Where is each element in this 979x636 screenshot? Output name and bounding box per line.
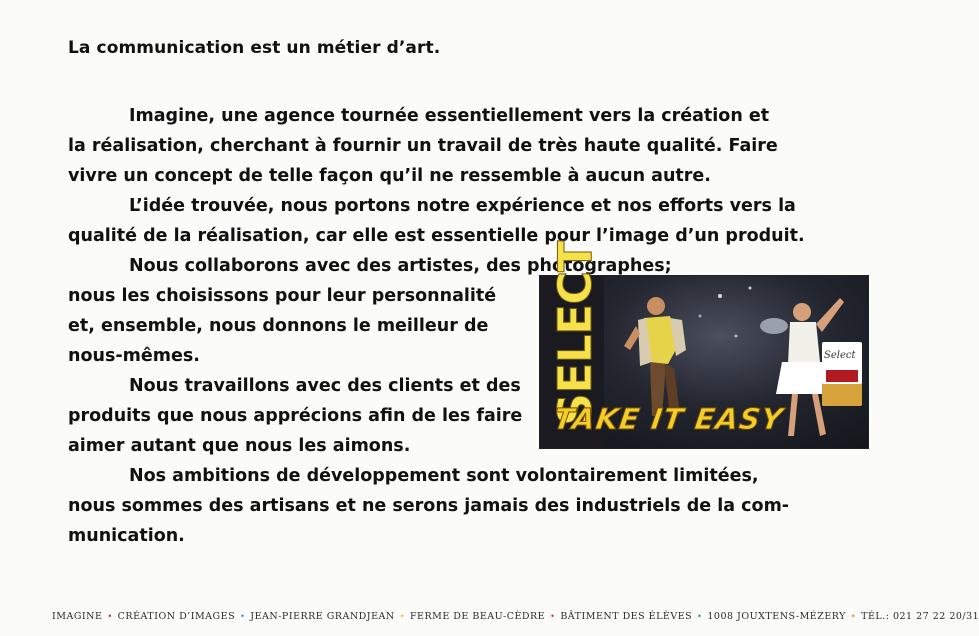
body-line: qualité de la réalisation, car elle est essentielle pour l’image d’un produit. (68, 226, 805, 246)
footer-item: TÉL.: 021 27 22 20/31 (861, 611, 979, 622)
body-line: Nos ambitions de développement sont volontairement limitées, (129, 466, 759, 486)
body-line: la réalisation, cherchant à fournir un travail de très haute qualité. Faire (68, 136, 778, 156)
footer-item: IMAGINE (52, 611, 103, 622)
body-line: Nous collaborons avec des artistes, des photographes; (129, 256, 672, 276)
body-line: L’idée trouvée, nous portons notre expérience et nos efforts vers la (129, 196, 796, 216)
body-line: nous sommes des artisans et ne serons jamais des industriels de la com- (68, 496, 790, 516)
pack-label: Select (824, 350, 856, 361)
footer-item: CRÉATION D’IMAGES (117, 611, 236, 622)
page-heading: La communication est un métier d’art. (68, 38, 441, 58)
footer-bullet: • (107, 612, 113, 621)
body-line: produits que nous apprécions afin de les faire (68, 406, 523, 426)
pack-band (826, 370, 858, 382)
footer-bullet: • (399, 612, 405, 621)
body-line: et, ensemble, nous donnons le meilleur de (68, 316, 489, 336)
ad-brand-name: SELECT (548, 241, 602, 426)
dancing-man-figure (624, 297, 686, 416)
footer-bullet: • (697, 612, 703, 621)
body-line: vivre un concept de telle façon qu’il ne ressemble à aucun autre. (68, 166, 711, 186)
footer-item: JEAN-PIERRE GRANDJEAN (250, 611, 395, 622)
footer-bullet: • (240, 612, 246, 621)
footer-address (52, 611, 979, 622)
footer-item: BÂTIMENT DES ÉLÈVES (560, 611, 693, 622)
footer-item: 1008 JOUXTENS-MÉZERY (707, 611, 846, 622)
footer-item: FERME DE BEAU-CÈDRE (409, 611, 546, 622)
body-line: Nous travaillons avec des clients et des (129, 376, 521, 396)
cigarette-pack (822, 342, 862, 406)
body-line: munication. (68, 526, 185, 546)
footer-bullet: • (550, 612, 556, 621)
body-line: aimer autant que nous les aimons. (68, 436, 411, 456)
select-ad-image (540, 241, 868, 448)
body-line: nous les choisissons pour leur personnalité (68, 286, 497, 306)
footer-bullet: • (850, 612, 857, 621)
body-line: Imagine, une agence tournée essentiellement vers la création et (129, 106, 770, 126)
body-line: nous-mêmes. (68, 346, 200, 366)
ad-tagline: TAKE IT EASY (551, 402, 786, 436)
